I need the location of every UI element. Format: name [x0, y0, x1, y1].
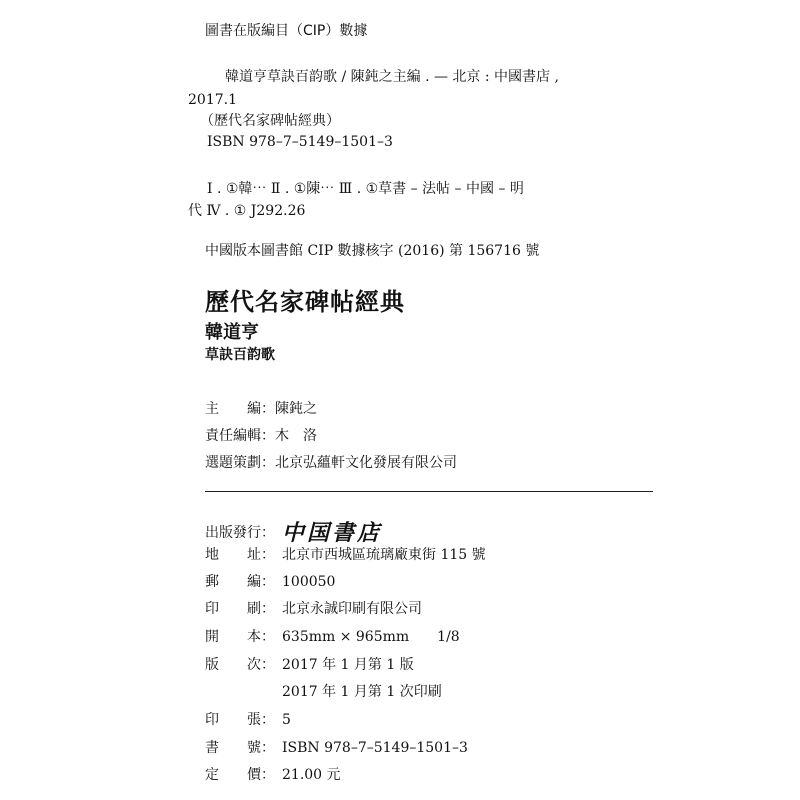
pub-value: 100050: [282, 574, 336, 590]
pub-row: [205, 598, 422, 618]
credit-value: 陳鈍之: [275, 401, 317, 417]
divider-rule: [205, 491, 653, 492]
pub-label: 定 價：: [205, 767, 275, 783]
credit-row: [205, 452, 457, 472]
credit-row: [205, 425, 317, 445]
pub-row: [205, 737, 468, 757]
cip-line-3: （歷代名家碑帖經典）: [200, 113, 340, 129]
cip-line-2: 2017.1: [188, 92, 237, 108]
credit-value: 北京弘蘊軒文化發展有限公司: [275, 455, 457, 471]
pub-row: [205, 654, 414, 674]
pub-value: ISBN 978–7–5149–1501–3: [282, 740, 468, 756]
cip-line-6: 代 Ⅳ . ① J292.26: [188, 203, 306, 219]
cip-line-4: ISBN 978–7–5149–1501–3: [207, 134, 393, 150]
cip-line-5: Ⅰ . ①韓⋯ Ⅱ . ①陳⋯ Ⅲ . ①草書 – 法帖 – 中國 – 明: [207, 181, 524, 197]
pub-label: 開 本：: [205, 629, 275, 645]
publisher-label: 出版發行：: [205, 525, 275, 541]
cip-data-number: 中國版本圖書館 CIP 數據核字 (2016) 第 156716 號: [205, 243, 540, 259]
pub-value: 北京永誠印刷有限公司: [282, 601, 422, 617]
pub-value: 21.00 元: [282, 767, 341, 783]
book-subtitle: 草訣百韵歌: [205, 347, 275, 363]
publisher-row: [205, 516, 382, 547]
pub-value: 5: [282, 712, 291, 728]
pub-label: 版 次：: [205, 657, 275, 673]
credit-label: 責任編輯：: [205, 428, 275, 444]
pub-label: 印 張：: [205, 712, 275, 728]
series-title: 歷代名家碑帖經典: [205, 287, 405, 316]
credit-value: 木 洛: [275, 428, 317, 444]
pub-row: [205, 571, 335, 591]
pub-label: 地 址：: [205, 547, 275, 563]
pub-value: 2017 年 1 月第 1 次印刷: [282, 684, 442, 700]
cip-line-1: 韓道亨草訣百韵歌 / 陳鈍之主編 . — 北京 : 中國書店 ,: [225, 69, 559, 85]
pub-label: 郵 編：: [205, 574, 275, 590]
cip-header: 圖書在版編目（CIP）數據: [205, 23, 368, 39]
credit-label: 選題策劃：: [205, 455, 275, 471]
publisher-logo: 中国書店: [282, 520, 383, 546]
pub-row: [205, 764, 341, 784]
pub-label: 書 號：: [205, 740, 275, 756]
credit-row: [205, 398, 317, 418]
pub-value: 北京市西城區琉璃廠東街 115 號: [282, 547, 486, 563]
credit-label: 主 編：: [205, 401, 275, 417]
pub-row: [205, 681, 442, 701]
pub-row: [205, 544, 486, 564]
pub-row: [205, 709, 291, 729]
pub-value: 635mm × 965mm 1/8: [282, 629, 460, 645]
pub-label: 印 刷：: [205, 601, 275, 617]
pub-row: [205, 626, 460, 646]
author-name: 韓道亨: [205, 322, 259, 343]
pub-value: 2017 年 1 月第 1 版: [282, 657, 414, 673]
